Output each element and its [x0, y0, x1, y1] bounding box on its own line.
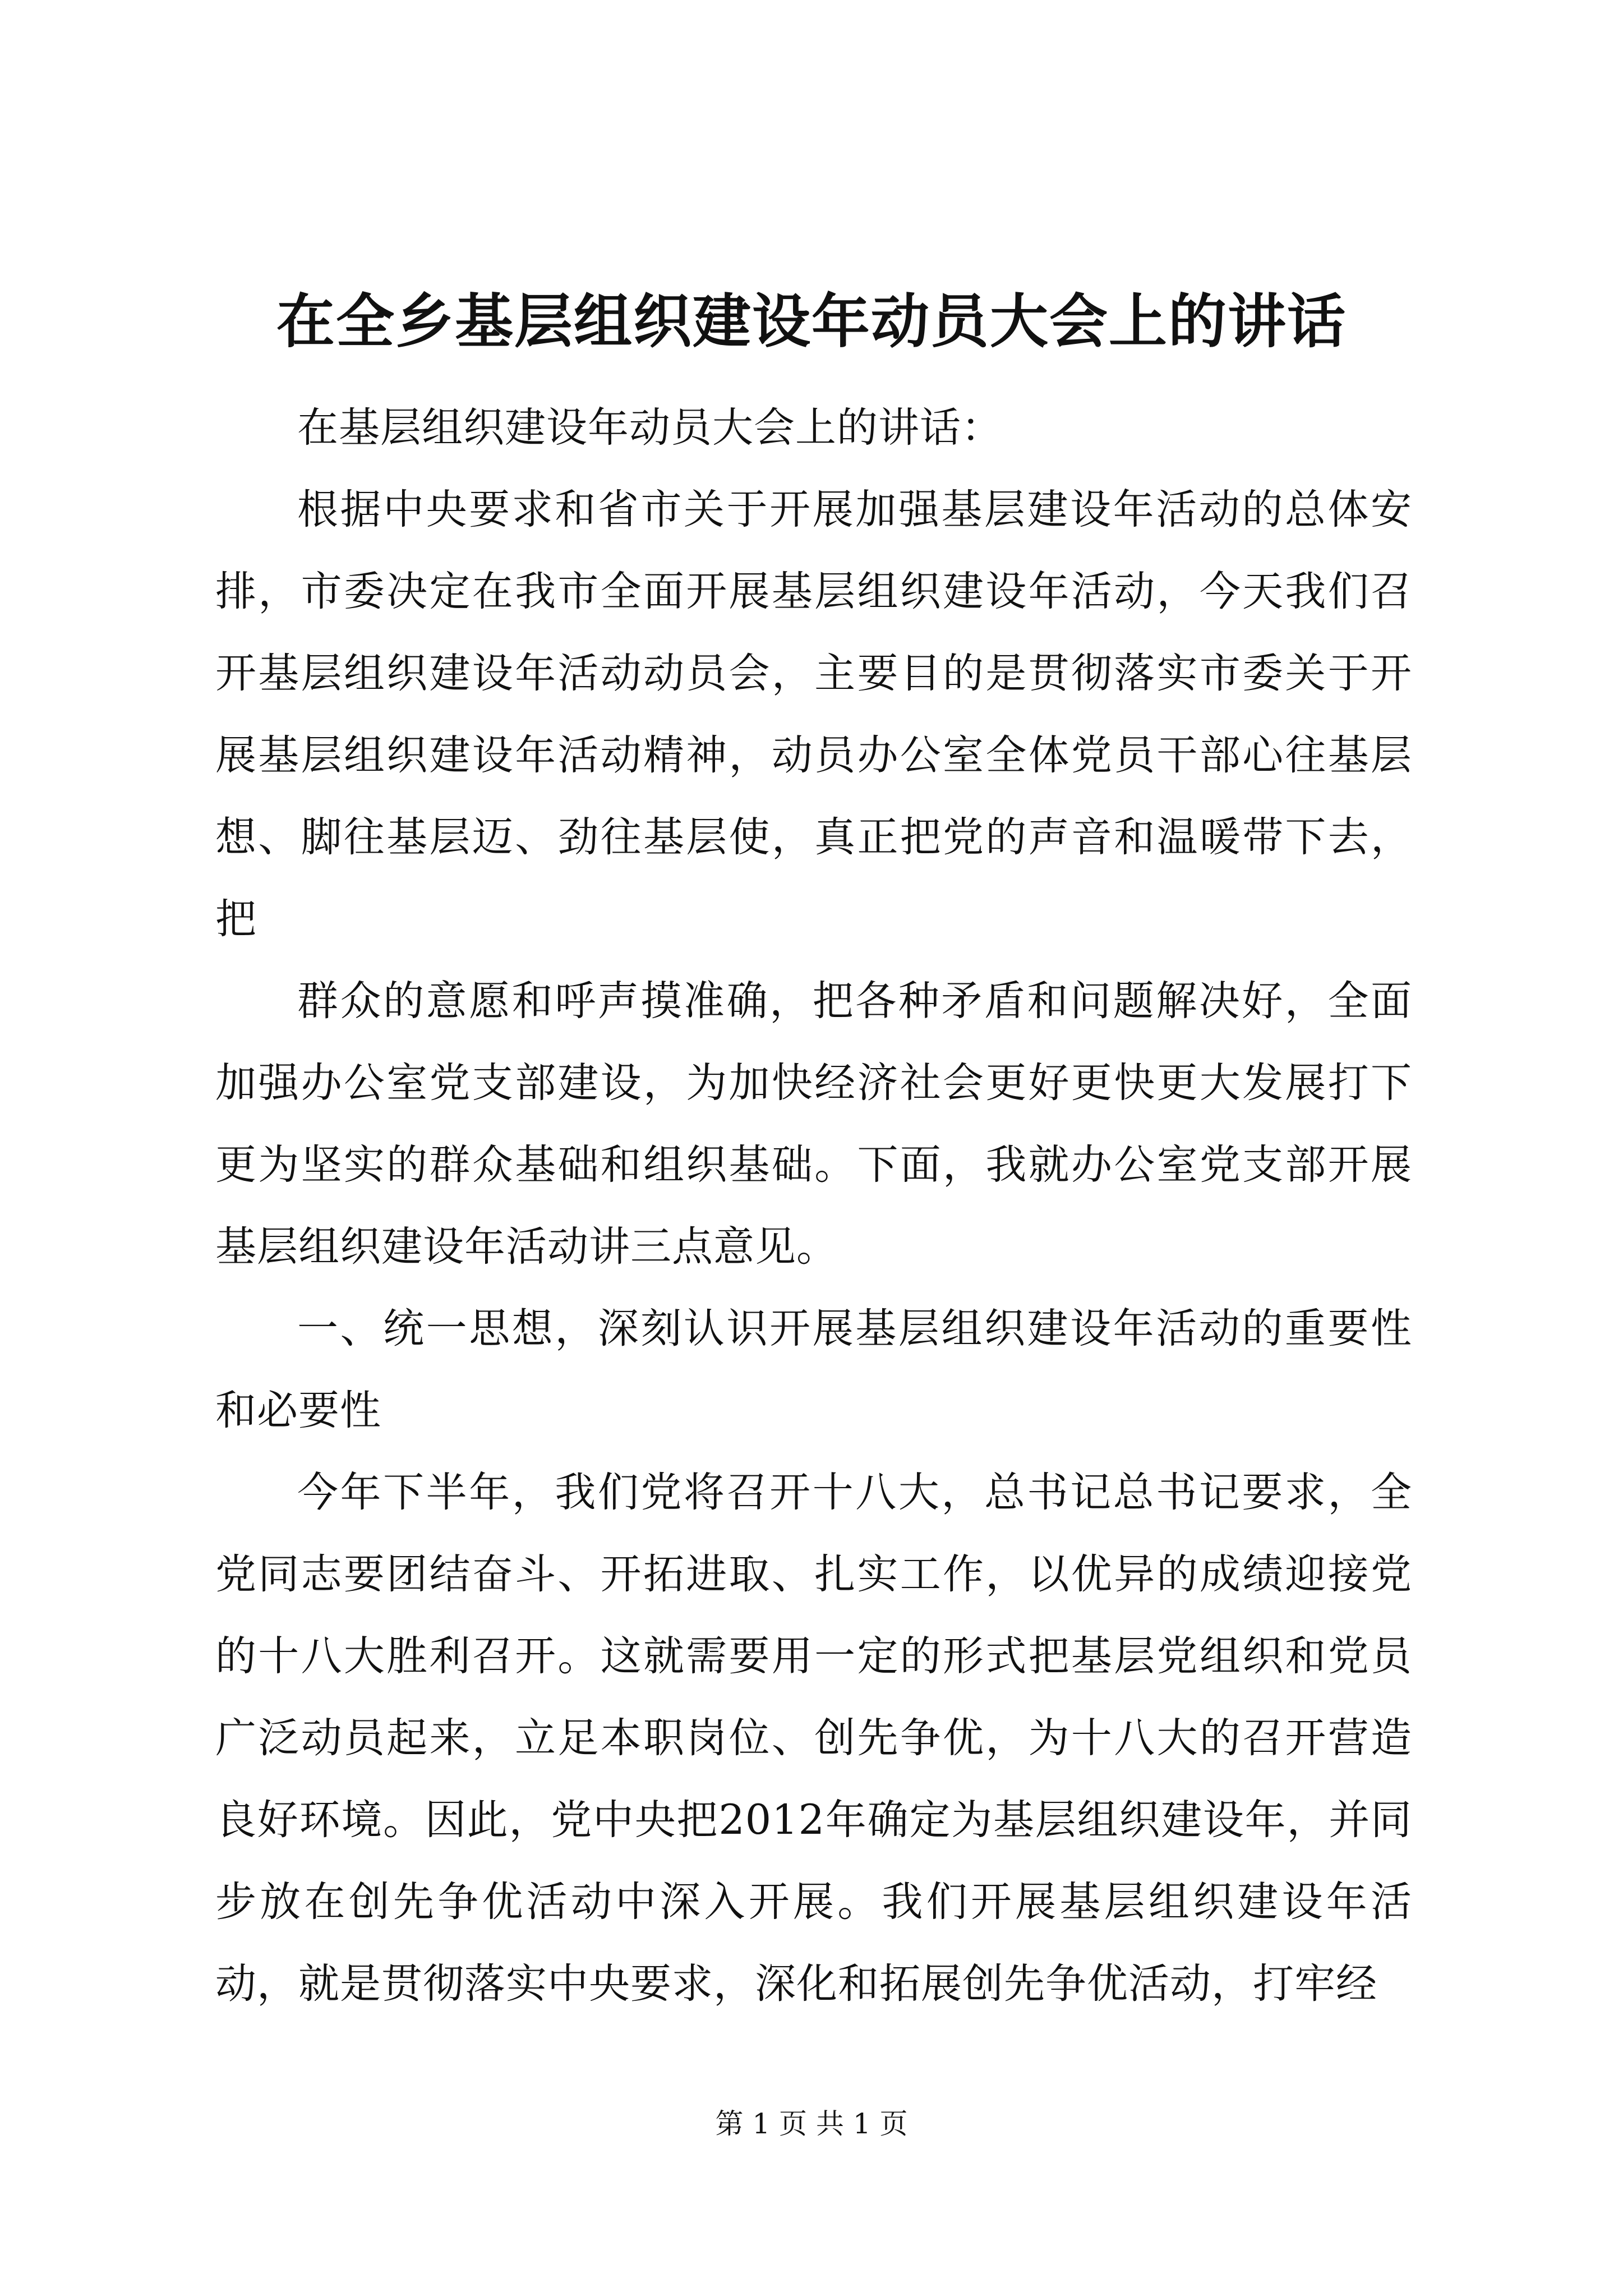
page-footer: 第 1 页 共 1 页 — [715, 2108, 908, 2140]
paragraph-salutation: 在基层组织建设年动员大会上的讲话： — [297, 404, 1003, 452]
paragraph-section-1: 今年下半年，我们党将召开十八大，总书记总书记要求，全党同志要团结奋斗、开拓进取、扎实工作，以优异的成绩迎接党的十八大胜利召开。这就需要用一定的形式把基层党组织和党员广泛动员起来，立足本职岗位、创先争优，为十八大的召开营造良好环境。因此，党中央把2012年确定为基层组织建设年，并同步放在创先争优活动中深入开展。我们开展基层组织建设年活动，就是贯彻落实中央要求，深化和拓展创先争优活动，打牢经 — [215, 1469, 1412, 2008]
document-body — [215, 387, 1412, 2025]
paragraph-intro: 根据中央要求和省市关于开展加强基层建设年活动的总体安排，市委决定在我市全面开展基层组织建设年活动，今天我们召开基层组织建设年活动动员会，主要目的是贯彻落实市委关于开展基层组织建设年活动精神，动员办公室全体党员干部心往基层想、脚往基层迈、劲往基层使，真正把党的声音和温暖带下去，把 — [215, 486, 1412, 943]
document-title: 在全乡基层组织建设年动员大会上的讲话 — [276, 287, 1347, 356]
paragraph-purpose: 群众的意愿和呼声摸准确，把各种矛盾和问题解决好，全面加强办公室党支部建设，为加快经济社会更好更快更大发展打下更为坚实的群众基础和组织基础。下面，我就办公室党支部开展基层组织建设年活动讲三点意见。 — [215, 977, 1412, 1271]
section-heading-1: 一、统一思想，深刻认识开展基层组织建设年活动的重要性和必要性 — [215, 1305, 1412, 1434]
